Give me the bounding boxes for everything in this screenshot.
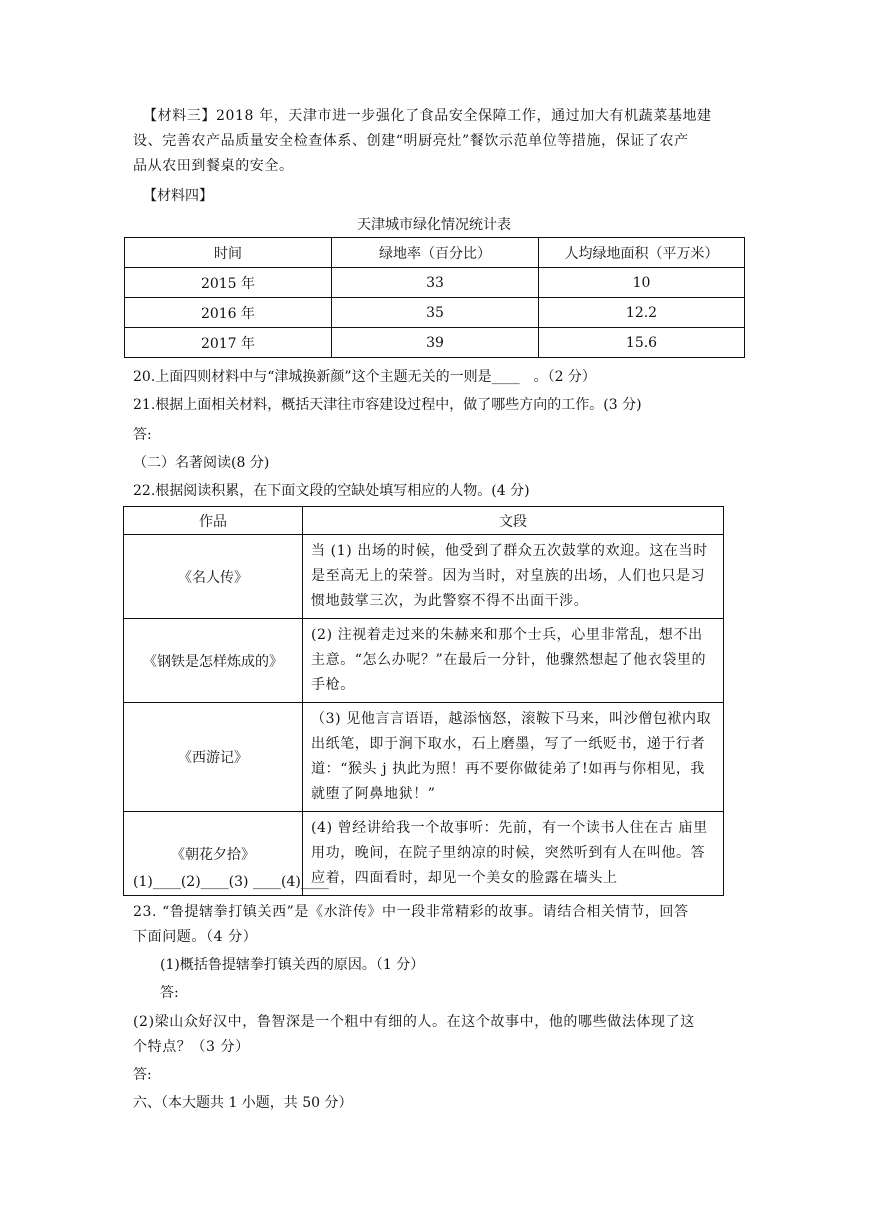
table-row [124, 619, 724, 703]
table-row [124, 703, 724, 812]
work-title: 《名人传》 [124, 535, 303, 619]
table-cell: 12.2 [539, 298, 745, 328]
passage-text: （3) 见他言言语语，越添恼怒，滚鞍下马来，叫沙僧包袱内取出纸笔，即于涧下取水，石上磨墨，写了一纸贬书，递于行者道：“猴头 j 执此为照！再不要你做徒弟了!如再与你相见，我就堕了阿鼻地狱！” [303, 703, 724, 812]
question-23-sub2-line: (2)梁山众好汉中，鲁智深是一个粗中有细的人。在这个故事中，他的哪些做法体现了这 [133, 1014, 695, 1030]
answer-label: 答: [160, 985, 179, 1001]
material3-line: 【材料三】2018 年，天津市进一步强化了食品安全保障工作，通过加大有机蔬菜基地建 [143, 108, 712, 124]
answer-label: 答: [133, 427, 152, 443]
material3-paragraph [133, 104, 753, 179]
question-22: 22.根据阅读积累，在下面文段的空缺处填写相应的人物。(4 分) [133, 483, 530, 499]
column-header: 绿地率（百分比） [332, 238, 539, 268]
table-cell: 39 [332, 328, 539, 358]
section-heading: （二）名著阅读(8 分) [133, 455, 270, 471]
answer-label: 答: [133, 1067, 152, 1083]
column-header: 人均绿地面积（平万米） [539, 238, 745, 268]
table-row [125, 268, 745, 298]
table-cell: 33 [332, 268, 539, 298]
column-header: 时间 [125, 238, 332, 268]
passage-text: (4) 曾经讲给我一个故事听：先前，有一个读书人住在古 庙里用功，晚间，在院子里纳凉的时候，突然听到有人在叫他。答应着，四面看时，却见一个美女的脸露在墙头上 [303, 812, 724, 896]
passage-text: 当 (1) 出场的时候，他受到了群众五次鼓掌的欢迎。这在当时是至高无上的荣誉。因为当时，对皇族的出场，人们也只是习惯地鼓掌三次，为此警察不得不出面干涉。 [303, 535, 724, 619]
table-row [125, 328, 745, 358]
passage-text: (2) 注视着走过来的朱赫来和那个士兵，心里非常乱，想不出主意。“怎么办呢？”在最后一分针，他骤然想起了他衣袋里的手枪。 [303, 619, 724, 703]
material4-label: 【材料四】 [143, 188, 213, 204]
table-row [125, 298, 745, 328]
table-cell: 10 [539, 268, 745, 298]
table-cell: 35 [332, 298, 539, 328]
answer-blanks: (1)____(2)____(3) ____(4)____ [133, 874, 329, 890]
column-header: 文段 [303, 507, 724, 535]
question-23-line: 23. “鲁提辖拳打镇关西”是《水浒传》中一段非常精彩的故事。请结合相关情节，回答 [133, 904, 689, 920]
table-header-row [125, 238, 745, 268]
column-header: 作品 [124, 507, 303, 535]
table-header-row [124, 507, 724, 535]
question-23-sub1: (1)概括鲁提辖拳打镇关西的原因。（1 分） [160, 957, 425, 973]
table-caption: 天津城市绿化情况统计表 [357, 217, 511, 233]
table-cell: 2016 年 [125, 298, 332, 328]
question-23-line: 下面问题。（4 分） [133, 929, 258, 945]
table-cell: 15.6 [539, 328, 745, 358]
greening-stats-table [124, 237, 745, 358]
work-title: 《朝花夕拾》 [124, 812, 303, 896]
section-heading: 六、（本大题共 1 小题，共 50 分） [133, 1095, 353, 1111]
table-cell: 2017 年 [125, 328, 332, 358]
question-23-sub2 [133, 1010, 753, 1060]
table-row [124, 535, 724, 619]
work-title: 《西游记》 [124, 703, 303, 812]
question-20: 20.上面四则材料中与“津城换新颜”这个主题无关的一则是____ 。（2 分） [133, 369, 596, 385]
works-table [123, 506, 724, 896]
question-21: 21.根据上面相关材料，概括天津往市容建设过程中，做了哪些方向的工作。(3 分) [133, 397, 642, 413]
work-title: 《钢铁是怎样炼成的》 [124, 619, 303, 703]
question-23 [133, 900, 753, 950]
material3-line: 品从农田到餐桌的安全。 [133, 158, 294, 174]
question-23-sub2-line: 个特点？（3 分） [133, 1039, 250, 1055]
material3-line: 设、完善农产品质量安全检查体系、创建“明厨亮灶”餐饮示范单位等措施，保证了农产 [133, 133, 689, 149]
table-cell: 2015 年 [125, 268, 332, 298]
